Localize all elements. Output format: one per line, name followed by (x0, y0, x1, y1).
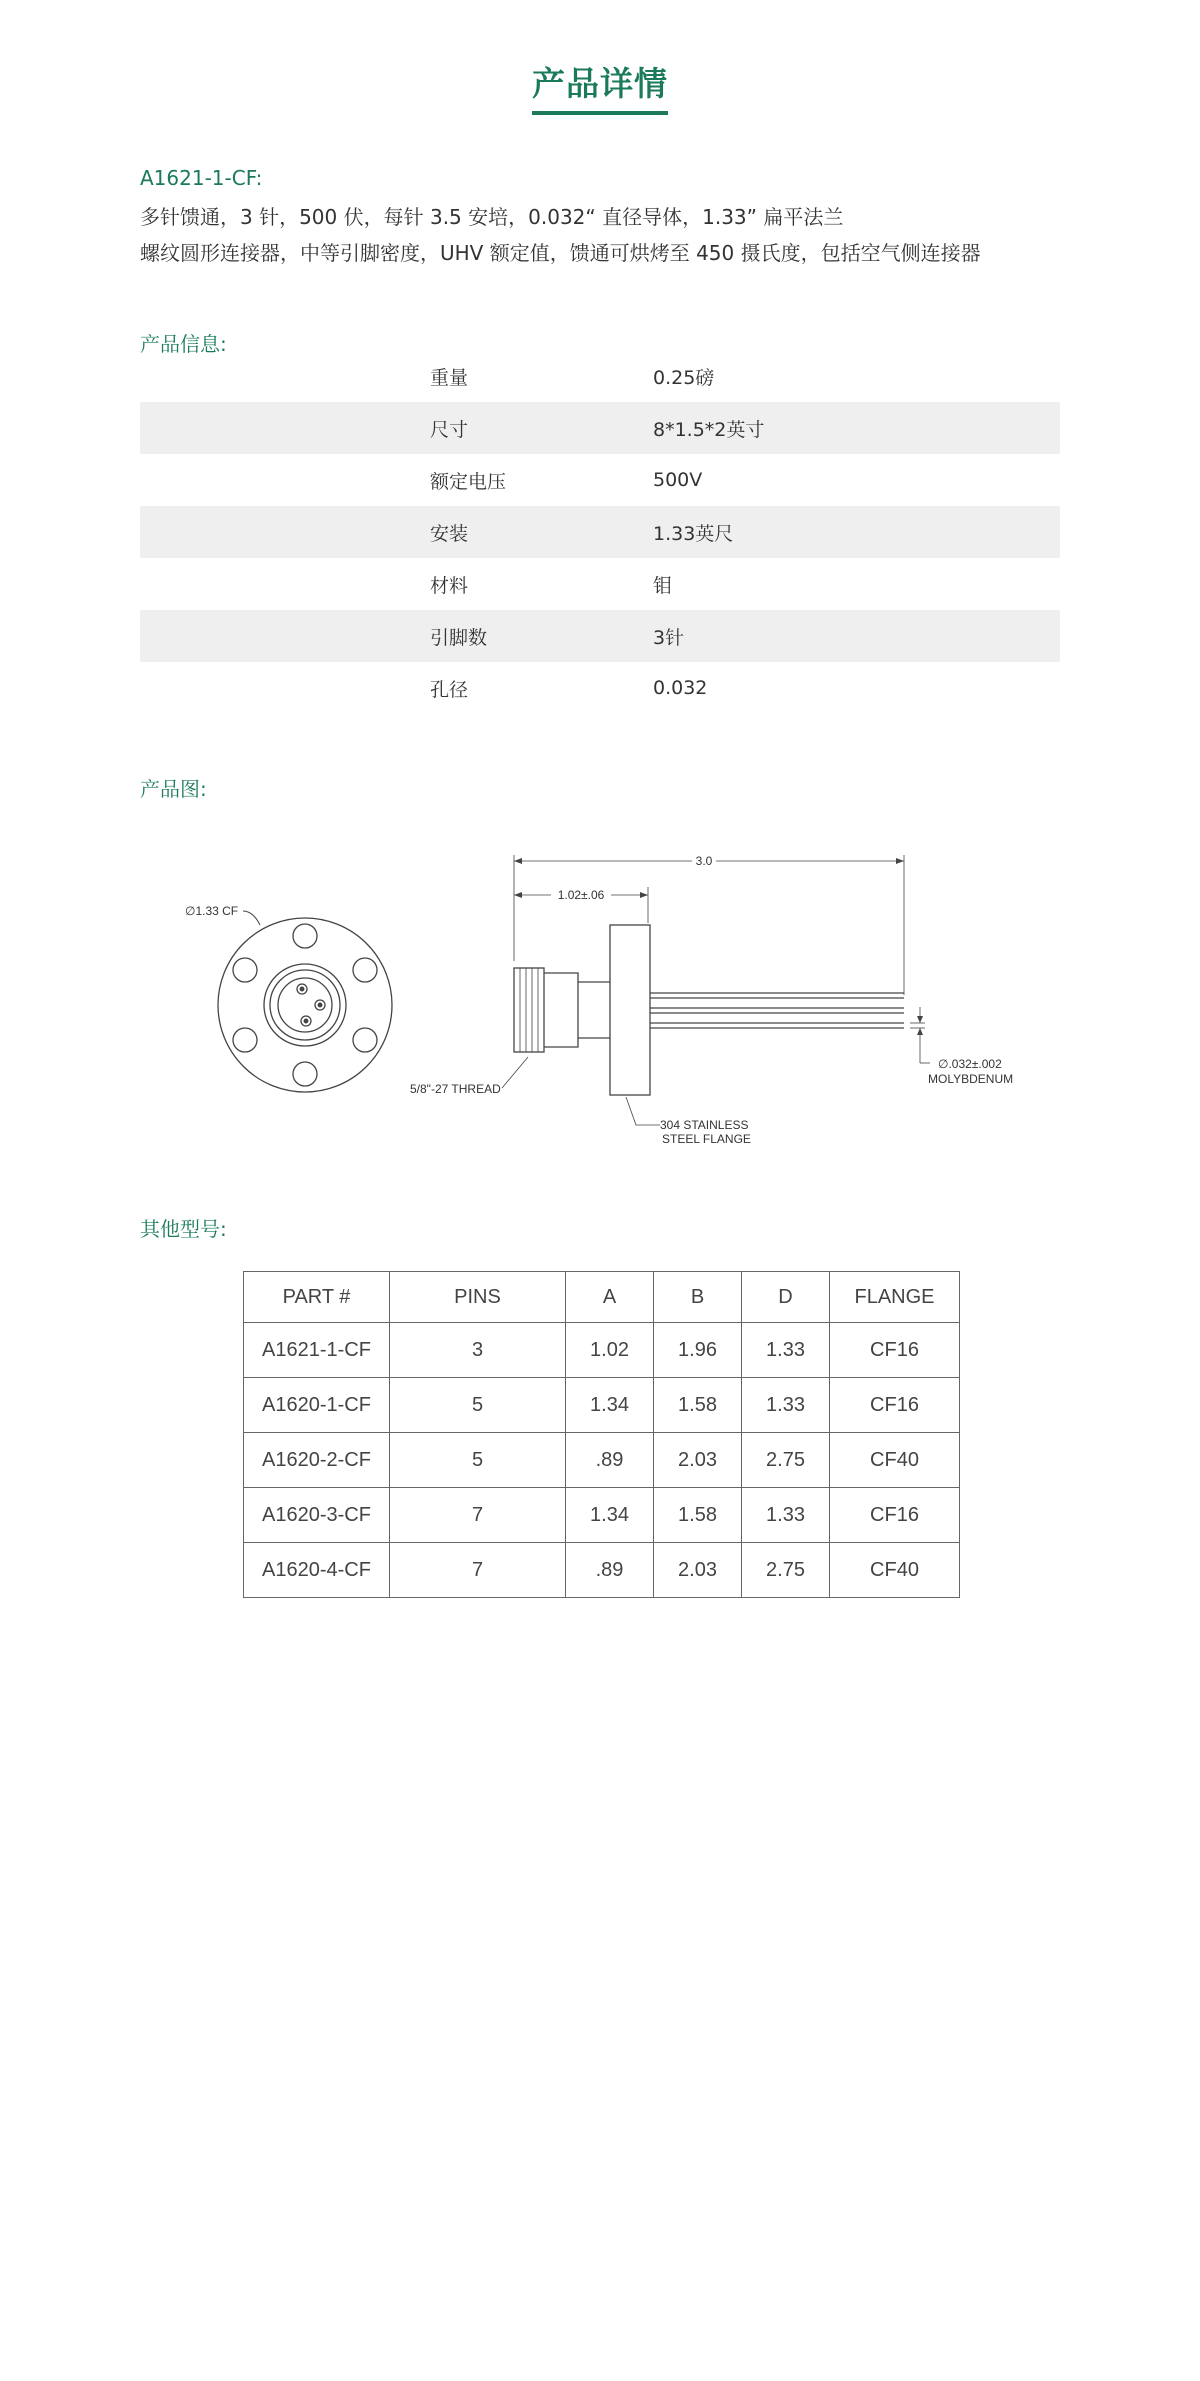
table-cell: CF40 (830, 1543, 960, 1598)
dimension-arrows (917, 1016, 923, 1035)
pin-dot (304, 1019, 308, 1023)
table-cell: 7 (390, 1543, 566, 1598)
table-cell: A1620-4-CF (244, 1543, 390, 1598)
column-header: FLANGE (830, 1272, 960, 1323)
table-cell: CF16 (830, 1378, 960, 1433)
bolt-hole (293, 1062, 317, 1086)
table-cell: 1.33 (742, 1488, 830, 1543)
column-header: PART # (244, 1272, 390, 1323)
info-value: 3针 (653, 626, 685, 649)
table-cell: 1.34 (566, 1488, 654, 1543)
bolt-hole (353, 1028, 377, 1052)
info-row (140, 610, 1060, 662)
info-key: 孔径 (430, 678, 469, 701)
info-key: 引脚数 (430, 626, 488, 649)
table-cell: 1.58 (654, 1378, 742, 1433)
thread-leader (502, 1057, 528, 1088)
table-cell: 1.33 (742, 1378, 830, 1433)
table-row (244, 1488, 960, 1543)
table-row (244, 1543, 960, 1598)
flange-dia-label: ∅1.33 CF (185, 904, 239, 918)
pin-material-label: MOLYBDENUM (928, 1072, 1014, 1086)
table-cell: CF40 (830, 1433, 960, 1488)
page-title: 产品详情 (532, 58, 668, 115)
product-info-table (140, 350, 1060, 714)
info-value: 钼 (653, 574, 673, 597)
info-value: 500V (653, 469, 703, 491)
table-cell: 5 (390, 1378, 566, 1433)
table-cell: 1.33 (742, 1323, 830, 1378)
table-cell: CF16 (830, 1488, 960, 1543)
other-models-table (243, 1271, 960, 1598)
table-cell: 2.03 (654, 1543, 742, 1598)
page-title-wrap (0, 58, 1200, 115)
info-row (140, 350, 1060, 402)
pin-dot (318, 1003, 322, 1007)
info-value: 0.25磅 (653, 366, 715, 389)
table-cell: 2.03 (654, 1433, 742, 1488)
connector-insulator (278, 978, 332, 1032)
table-cell: A1620-1-CF (244, 1378, 390, 1433)
info-key: 尺寸 (430, 418, 469, 441)
pin-dot (300, 987, 304, 991)
flange-material-label-1: 304 STAINLESS (660, 1118, 749, 1132)
connector-housing (544, 973, 578, 1047)
column-header: B (654, 1272, 742, 1323)
info-row (140, 506, 1060, 558)
table-cell: 5 (390, 1433, 566, 1488)
table-row (244, 1378, 960, 1433)
table-cell: 1.34 (566, 1378, 654, 1433)
front-view (185, 904, 392, 1092)
info-row (140, 454, 1060, 506)
threaded-body (514, 968, 544, 1052)
table-row (244, 1323, 960, 1378)
info-key: 重量 (430, 366, 469, 389)
connector-ring-outer (264, 964, 346, 1046)
drawing-section-title: 产品图: (140, 777, 207, 801)
info-value: 0.032 (653, 677, 708, 699)
table-cell: CF16 (830, 1323, 960, 1378)
table-cell: A1620-2-CF (244, 1433, 390, 1488)
flange-leader (626, 1097, 660, 1125)
table-cell: .89 (566, 1433, 654, 1488)
body-length-label: 1.02±.06 (557, 888, 605, 902)
table-cell: 7 (390, 1488, 566, 1543)
column-header: A (566, 1272, 654, 1323)
info-row (140, 662, 1060, 714)
table-cell: 1.58 (654, 1488, 742, 1543)
table-cell: 2.75 (742, 1543, 830, 1598)
table-cell: 3 (390, 1323, 566, 1378)
flange-material-label-2: STEEL FLANGE (662, 1132, 751, 1146)
flange-dia-leader (243, 911, 260, 925)
column-header: D (742, 1272, 830, 1323)
table-cell: A1620-3-CF (244, 1488, 390, 1543)
description-line-2: 螺纹圆形连接器，中等引脚密度，UHV 额定值，馈通可烘烤至 450 摄氏度，包括空气侧连接器 (140, 241, 981, 265)
info-value: 8*1.5*2英寸 (653, 418, 765, 441)
column-header: PINS (390, 1272, 566, 1323)
side-view (410, 854, 1013, 1146)
info-row (140, 558, 1060, 610)
info-value: 1.33英尺 (653, 522, 734, 545)
model-label: A1621-1-CF: (140, 166, 263, 190)
table-cell: 1.96 (654, 1323, 742, 1378)
table-cell: .89 (566, 1543, 654, 1598)
overall-length-label: 3.0 (695, 854, 713, 868)
table-cell: 1.02 (566, 1323, 654, 1378)
description-line-1: 多针馈通，3 针，500 伏，每针 3.5 安培，0.032“ 直径导体，1.33” 扁平法兰 (140, 205, 844, 229)
info-key: 额定电压 (430, 470, 507, 493)
info-row (140, 402, 1060, 454)
bolt-hole (233, 1028, 257, 1052)
connector-ring-mid (270, 970, 340, 1040)
other-models-section-title: 其他型号: (140, 1217, 227, 1241)
table-cell: A1621-1-CF (244, 1323, 390, 1378)
info-key: 安装 (430, 522, 469, 545)
product-drawing (140, 825, 1040, 1165)
info-key: 材料 (430, 574, 469, 597)
flange-outline (218, 918, 392, 1092)
info-section-title: 产品信息: (140, 332, 227, 356)
table-row (244, 1433, 960, 1488)
thread-lines (520, 968, 538, 1052)
bolt-hole (233, 958, 257, 982)
pin-dia-label: ∅.032±.002 (938, 1057, 1002, 1071)
table-cell: 2.75 (742, 1433, 830, 1488)
bolt-hole (353, 958, 377, 982)
bolt-hole (293, 924, 317, 948)
table-header-row (244, 1272, 960, 1323)
flange-side (610, 925, 650, 1095)
thread-label: 5/8"-27 THREAD (410, 1082, 501, 1096)
